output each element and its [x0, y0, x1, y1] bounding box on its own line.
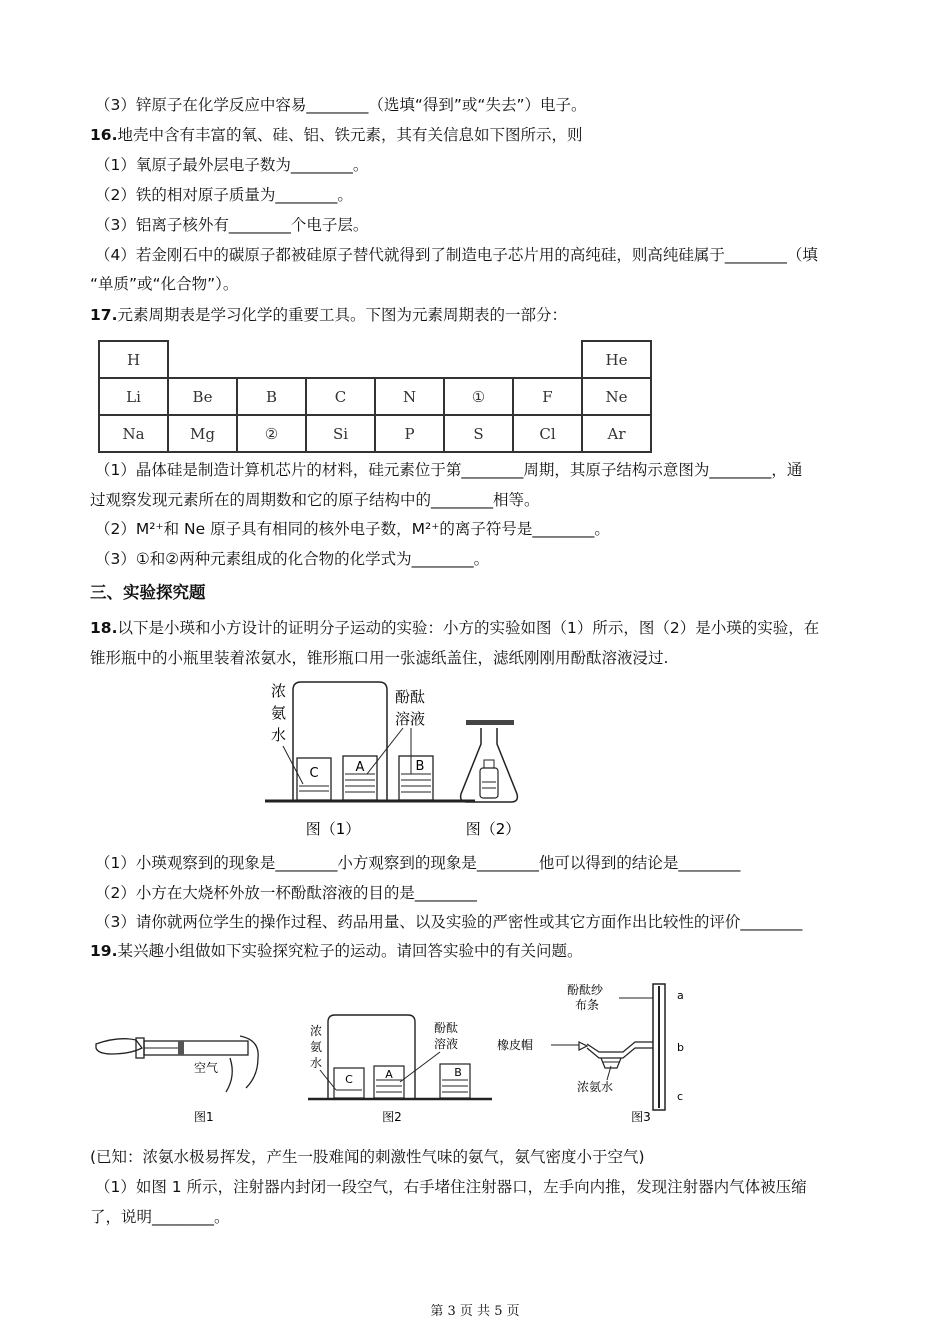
- ammonia-label-2: 氨: [310, 1040, 323, 1054]
- element-cell: Cl: [513, 415, 582, 452]
- q19-known: (已知：浓氨水极易挥发，产生一股难闻的刺激性气味的氨气，氨气密度小于空气): [90, 1148, 645, 1166]
- q16-sub2: （2）铁的相对原子质量为________。: [95, 186, 353, 204]
- q18-stem-line2: 锥形瓶中的小瓶里装着浓氨水，锥形瓶口用一张滤纸盖住，滤纸刚刚用酚酞溶液浸过.: [90, 649, 669, 667]
- q19-number: 19.: [90, 942, 118, 960]
- element-cell: Mg: [168, 415, 237, 452]
- gauze-label-2: 布条: [575, 998, 600, 1012]
- q16-sub4-line1: （4）若金刚石中的碳原子都被硅原子替代就得到了制造电子芯片用的高纯硅，则高纯硅属于________（填: [95, 246, 818, 264]
- v-tube: [587, 1042, 653, 1058]
- figure-1-caption: 图（1）: [305, 820, 361, 838]
- figure-3-caption: 图3: [631, 1110, 651, 1124]
- ammonia-label-2: 氨: [271, 704, 287, 722]
- filter-paper: [466, 720, 514, 725]
- element-cell: C: [306, 378, 375, 415]
- element-cell: S: [444, 415, 513, 452]
- q18-stem-text: 以下是小瑛和小方设计的证明分子运动的实验：小方的实验如图（1）所示，图（2）是小瑛的实验，在: [117, 619, 820, 637]
- q18-sub1: （1）小瑛观察到的现象是________小方观察到的现象是________他可以得到的结论是________: [95, 854, 741, 872]
- right-hand: [240, 1036, 258, 1088]
- q16-number: 16.: [90, 126, 118, 144]
- q17-stem-text: 元素周期表是学习化学的重要工具。下图为元素周期表的一部分：: [117, 306, 567, 324]
- q17-number: 17.: [90, 306, 118, 324]
- beaker-c-label: C: [345, 1073, 353, 1086]
- phenol-label-2: 溶液: [434, 1037, 459, 1051]
- periodic-table: [98, 340, 652, 453]
- element-cell: N: [375, 378, 444, 415]
- phenol-label-1: 酚酞: [395, 688, 426, 706]
- gauze-label-1: 酚酞纱: [567, 983, 604, 997]
- q16-sub1: （1）氧原子最外层电子数为________。: [95, 156, 369, 174]
- periodic-table-row-3: [99, 415, 651, 452]
- element-cell: H: [99, 341, 168, 378]
- periodic-table-row-2: [99, 378, 651, 415]
- periodic-table-row-1: [99, 341, 651, 378]
- element-cell: B: [237, 378, 306, 415]
- q17-sub1-line1: （1）晶体硅是制造计算机芯片的材料，硅元素位于第________周期，其原子结构示意图为________，通: [95, 461, 803, 479]
- q19-stem-text: 某兴趣小组做如下实验探究粒子的运动。请回答实验中的有关问题。: [117, 942, 583, 960]
- element-cell: He: [582, 341, 651, 378]
- q17-sub2: （2）M²⁺和 Ne 原子具有相同的核外电子数，M²⁺的离子符号是________。: [95, 520, 610, 538]
- phenol-label-1: 酚酞: [434, 1021, 459, 1035]
- section-title: 三、实验探究题: [90, 583, 206, 602]
- conc-ammonia-label: 浓氨水: [577, 1080, 614, 1094]
- element-cell: Be: [168, 378, 237, 415]
- q16-stem: [90, 124, 582, 146]
- flask: [461, 728, 518, 802]
- element-cell-marker-2: ②: [237, 415, 306, 452]
- q18-figure: [255, 676, 540, 846]
- q19-stem: [90, 940, 582, 962]
- q18-sub3: （3）请你就两位学生的操作过程、药品用量、以及实验的严密性或其它方面作出比较性的评价________: [95, 913, 803, 931]
- bell-jar: [293, 682, 387, 800]
- beaker-a-label: A: [385, 1068, 393, 1081]
- phenol-label-2: 溶液: [395, 710, 426, 728]
- q17-sub3: （3）①和②两种元素组成的化合物的化学式为________。: [95, 550, 490, 568]
- q19-sub1-line1: （1）如图 1 所示，注射器内封闭一段空气，右手堵住注射器口，左手向内推，发现注射器内气体被压缩: [95, 1178, 807, 1196]
- q18-number: 18.: [90, 619, 118, 637]
- q16-sub3: （3）铝离子核外有________个电子层。: [95, 216, 369, 234]
- figure-2-caption: 图2: [382, 1110, 402, 1124]
- mark-c: c: [677, 1090, 684, 1103]
- q19-sub1-line2: 了，说明________。: [90, 1208, 230, 1226]
- q18-sub2: （2）小方在大烧杯外放一杯酚酞溶液的目的是________: [95, 884, 477, 902]
- mark-a: a: [677, 989, 684, 1002]
- beaker-c-label: C: [309, 766, 319, 781]
- element-cell: P: [375, 415, 444, 452]
- element-cell: Ar: [582, 415, 651, 452]
- element-cell-marker-1: ①: [444, 378, 513, 415]
- element-cell: Ne: [582, 378, 651, 415]
- ammonia-label-1: 浓: [271, 682, 287, 700]
- small-bottle: [480, 768, 498, 798]
- page-footer: 第 3 页 共 5 页: [430, 1304, 520, 1319]
- q15-sub3: （3）锌原子在化学反应中容易________（选填“得到”或“失去”）电子。: [95, 96, 587, 114]
- rubber-cap: [579, 1042, 587, 1050]
- element-cell: Na: [99, 415, 168, 452]
- q19-figure-3: [495, 976, 705, 1130]
- element-cell: Si: [306, 415, 375, 452]
- q16-sub4-line2: “单质”或“化合物”）。: [90, 275, 239, 293]
- q19-figure-2: [300, 1010, 500, 1130]
- q17-sub1-line2: 过观察发现元素所在的周期数和它的原子结构中的________相等。: [90, 491, 540, 509]
- element-cell: Li: [99, 378, 168, 415]
- figure-2-caption: 图（2）: [465, 820, 521, 838]
- q16-stem-text: 地壳中含有丰富的氧、硅、铝、铁元素，其有关信息如下图所示，则: [117, 126, 583, 144]
- mark-b: b: [677, 1041, 684, 1054]
- figure-1-caption: 图1: [194, 1110, 214, 1124]
- rubber-cap-label: 橡皮帽: [497, 1038, 534, 1052]
- ammonia-label-3: 水: [310, 1056, 323, 1070]
- beaker-b-label: B: [454, 1066, 462, 1079]
- ammonia-label-1: 浓: [310, 1024, 323, 1038]
- beaker-a-label: A: [355, 760, 365, 775]
- q19-figure-1: [90, 1010, 270, 1130]
- q18-stem-line1: [90, 617, 819, 639]
- air-label: 空气: [194, 1061, 219, 1075]
- left-hand: [96, 1039, 142, 1054]
- ammonia-label-3: 水: [271, 726, 287, 744]
- q17-stem: [90, 304, 567, 326]
- element-cell: F: [513, 378, 582, 415]
- beaker-b-label: B: [415, 759, 425, 774]
